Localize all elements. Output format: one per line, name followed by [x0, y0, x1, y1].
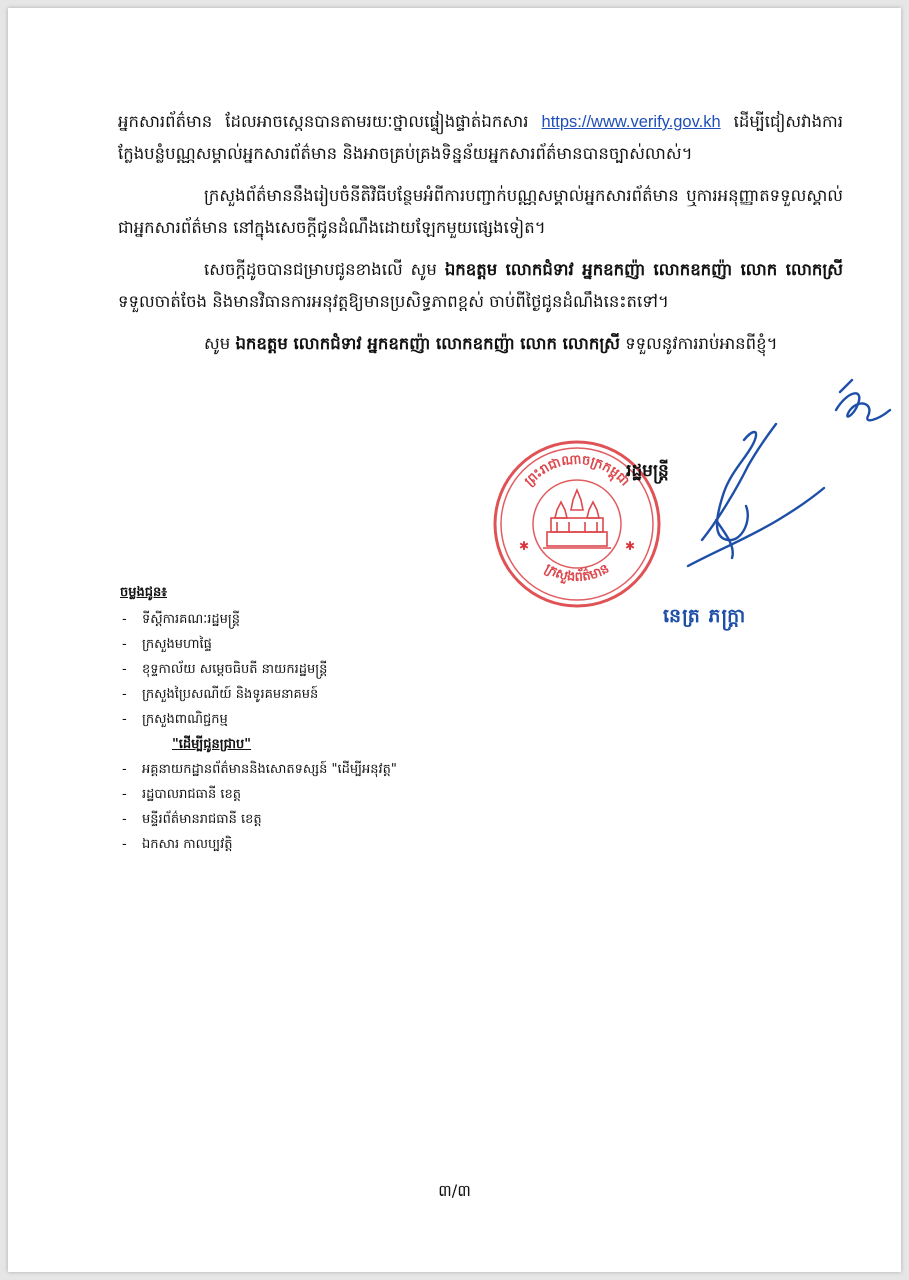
cc-sub-note: "ដើម្បីជូនជ្រាប" — [172, 737, 252, 752]
cc-item: - រដ្ឋបាលរាជធានី ខេត្ត — [120, 782, 397, 807]
cc-heading: ចម្លងជូន៖ — [120, 585, 167, 600]
cc-item: - ក្រសួងប្រៃសណីយ៍ និងទូរគមនាគមន៍ — [120, 682, 397, 707]
paragraph-instruction-end: ទទួលចាត់ចែង និងមានវិធានការអនុវត្តឱ្យមានប្រសិទ្ធភាពខ្ពស់ ចាប់ពីថ្ងៃជូនដំណឹងនេះតទៅ។ — [118, 292, 669, 311]
cc-item: - អគ្គនាយកដ្ឋានព័ត៌មាននិងសោតទស្សន៍ "ដើម្បីអនុវត្ត" — [120, 757, 397, 782]
seal-star-left-icon: ✱ — [519, 539, 530, 553]
document-page — [8, 8, 901, 1272]
cc-item: - មន្ទីរព័ត៌មានរាជធានី ខេត្ត — [120, 807, 397, 832]
paragraph-verification — [118, 106, 843, 170]
seal-star-right-icon: ✱ — [625, 539, 636, 553]
page-number: ៣/៣ — [438, 1181, 471, 1200]
signer-name: នេត្រ ភក្ត្រា — [663, 605, 747, 627]
paragraph-instruction — [118, 254, 843, 318]
paragraph-closing-start: សូម — [204, 334, 236, 353]
cc-item: - ទីស្តីការគណៈរដ្ឋមន្ត្រី — [120, 607, 397, 632]
verify-link[interactable]: https://www.verify.gov.kh — [541, 113, 721, 131]
seal-bottom-text: ក្រសួងព័ត៌មាន — [541, 561, 613, 586]
paragraph-verification-text-end: ដើម្បីជៀសវាងការក្លែងបន្លំបណ្ណសម្គាល់អ្នកសារព័ត៌មាន និងអាចគ្រប់គ្រងទិន្នន័យអ្នកសារព័ត៌មានបានច្បាស់លាស់។ — [118, 112, 844, 163]
paragraph-closing — [118, 328, 843, 360]
paragraph-procedures: ក្រសួងព័ត៌មាននឹងរៀបចំនីតិវិធីបន្ថែមអំពីការបញ្ជាក់បណ្ណសម្គាល់អ្នកសារព័ត៌មាន ឬការអនុញ្ញាតទទួលស្គាល់ជាអ្នកសារព័ត៌មាន នៅក្នុងសេចក្តីជូនដំណឹងដោយឡែកមួយផ្សេងទៀត។ — [118, 186, 843, 237]
temple-emblem-icon — [543, 490, 611, 548]
cc-list — [120, 580, 397, 857]
svg-text:ក្រសួងព័ត៌មាន — [542, 561, 612, 585]
cc-item: - ក្រសួងមហាផ្ទៃ — [120, 632, 397, 657]
paragraph-instruction-start: សេចក្តីដូចបានជម្រាបជូនខាងលើ សូម — [204, 260, 445, 279]
handwritten-signature-icon — [628, 370, 898, 600]
letter-body — [118, 106, 843, 370]
paragraph-instruction-addressees: ឯកឧត្តម លោកជំទាវ អ្នកឧកញ៉ា លោកឧកញ៉ា លោក លោកស្រី — [444, 260, 843, 279]
paragraph-closing-addressees: ឯកឧត្តម លោកជំទាវ អ្នកឧកញ៉ា លោកឧកញ៉ា លោក លោកស្រី — [235, 334, 620, 353]
paragraph-verification-text: អ្នកសារព័ត៌មាន ដែលអាចស្កេនបានតាមរយៈថ្នាលផ្ទៀងផ្ទាត់ឯកសារ — [118, 112, 542, 131]
paragraph-closing-end: ទទួលនូវការរាប់អានពីខ្ញុំ។ — [619, 334, 778, 353]
signer-title: រដ្ឋមន្ត្រី — [626, 461, 669, 481]
seal-top-text: ព្រះរាជាណាចក្រកម្ពុជា — [522, 452, 633, 490]
cc-item: - ឯកសារ កាលប្បវត្តិ — [120, 832, 397, 857]
cc-item: - ក្រសួងពាណិជ្ជកម្ម — [120, 707, 397, 732]
cc-item: - ខុទ្ទកាល័យ សម្តេចធិបតី នាយករដ្ឋមន្ត្រី — [120, 657, 397, 682]
